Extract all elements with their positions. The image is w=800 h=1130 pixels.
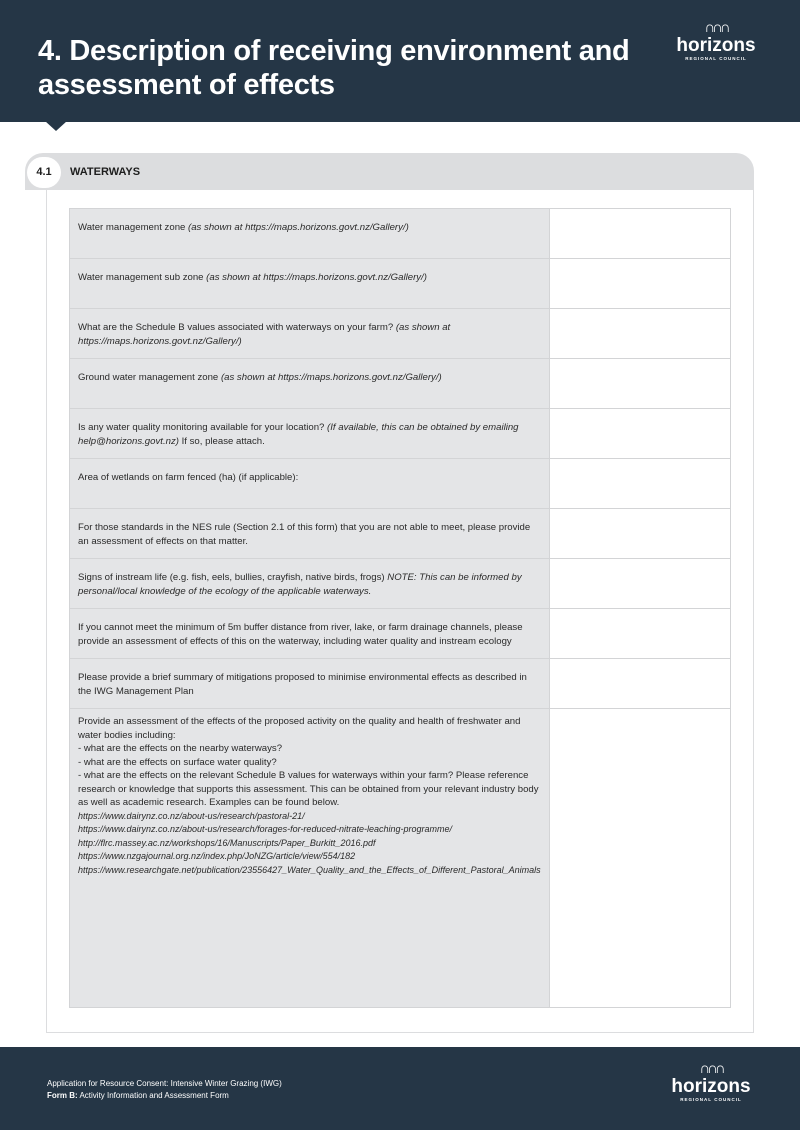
answer-field[interactable] bbox=[549, 359, 730, 409]
answer-field[interactable] bbox=[549, 209, 730, 259]
answer-field[interactable] bbox=[549, 559, 730, 609]
footer-form-name: Activity Information and Assessment Form bbox=[77, 1091, 229, 1100]
question-text: What are the Schedule B values associated with waterways on your farm? bbox=[78, 322, 396, 333]
table-row bbox=[70, 259, 731, 309]
answer-field[interactable] bbox=[549, 509, 730, 559]
footer-form-label: Form B: bbox=[47, 1091, 78, 1100]
table-row bbox=[70, 209, 731, 259]
question-text: For those standards in the NES rule (Section 2.1 of this form) that you are not able to meet, please provide an assessment of effects on that matter. bbox=[78, 522, 531, 547]
answer-field[interactable] bbox=[549, 659, 730, 709]
question-label bbox=[70, 359, 550, 409]
table-row bbox=[70, 309, 731, 359]
table-row bbox=[70, 659, 731, 709]
footer-line2 bbox=[47, 1090, 282, 1102]
table-row bbox=[70, 559, 731, 609]
answer-field[interactable] bbox=[549, 709, 730, 1008]
reference-link[interactable]: https://www.dairynz.co.nz/about-us/research/pastoral-21/ bbox=[78, 810, 305, 821]
header-pointer bbox=[45, 121, 67, 131]
horizons-logo: ∩∩∩ horizons REGIONAL COUNCIL bbox=[676, 19, 756, 61]
question-text: Is any water quality monitoring available for your location? bbox=[78, 422, 328, 433]
logo-wave-icon: ∩∩∩ bbox=[704, 19, 728, 36]
table-row bbox=[70, 459, 731, 509]
question-label bbox=[70, 709, 550, 1008]
question-text: Provide an assessment of the effects of the proposed activity on the quality and health of freshwater and water bodies including: bbox=[78, 716, 521, 741]
question-text: Water management sub zone bbox=[78, 272, 207, 283]
question-label bbox=[70, 409, 550, 459]
page-header bbox=[0, 0, 800, 122]
question-label bbox=[70, 659, 550, 709]
answer-field[interactable] bbox=[549, 259, 730, 309]
question-label bbox=[70, 559, 550, 609]
question-text: Water management zone bbox=[78, 222, 189, 233]
question-label bbox=[70, 609, 550, 659]
question-text: - what are the effects on the relevant Schedule B values for waterways within your farm? Please reference research or knowledge that supports this assessment. This can be obtained from your relevant industry body as well as academic research. Examples can be found below. bbox=[78, 770, 539, 808]
table-row bbox=[70, 709, 731, 1008]
horizons-footer-logo: ∩∩∩ horizons REGIONAL COUNCIL bbox=[664, 1061, 758, 1102]
section-number: 4.1 bbox=[27, 157, 61, 188]
answer-field[interactable] bbox=[549, 609, 730, 659]
answer-field[interactable] bbox=[549, 459, 730, 509]
question-label bbox=[70, 509, 550, 559]
question-text: (as shown at https://maps.horizons.govt.nz/Gallery/) bbox=[78, 322, 451, 347]
table-row bbox=[70, 509, 731, 559]
waterways-form-table bbox=[69, 208, 731, 1008]
question-label bbox=[70, 209, 550, 259]
question-text: - what are the effects on the nearby waterways? bbox=[78, 743, 283, 754]
question-text: Area of wetlands on farm fenced (ha) (if applicable): bbox=[78, 472, 299, 483]
question-text: Ground water management zone bbox=[78, 372, 221, 383]
question-text: Signs of instream life (e.g. fish, eels, bullies, crayfish, native birds, frogs) bbox=[78, 572, 388, 583]
answer-field[interactable] bbox=[549, 309, 730, 359]
question-label bbox=[70, 259, 550, 309]
question-text: (as shown at https://maps.horizons.govt.nz/Gallery/) bbox=[206, 272, 427, 283]
page-title: 4. Description of receiving environment and assessment of effects bbox=[38, 35, 630, 101]
logo-wave-icon: ∩∩∩ bbox=[699, 1060, 723, 1077]
question-text: If so, please attach. bbox=[178, 435, 265, 447]
reference-link[interactable]: https://www.researchgate.net/publication/23556427_Water_Quality_and_the_Effects_of_Different_Pastoral_Animals bbox=[78, 864, 541, 875]
question-text: - what are the effects on surface water quality? bbox=[78, 756, 277, 768]
reference-link[interactable]: https://www.nzgajournal.org.nz/index.php/JoNZG/article/view/554/182 bbox=[78, 851, 356, 861]
question-text: (as shown at https://maps.horizons.govt.nz/Gallery/) bbox=[188, 222, 409, 233]
question-text: (as shown at https://maps.horizons.govt.nz/Gallery/) bbox=[220, 372, 442, 383]
section-title: WATERWAYS bbox=[70, 166, 141, 178]
table-row bbox=[70, 409, 731, 459]
reference-link[interactable]: http://flrc.massey.ac.nz/workshops/16/Manuscripts/Paper_Burkitt_2016.pdf bbox=[78, 837, 376, 848]
question-text: NOTE: This can be informed by personal/local knowledge of the ecology of the applicable waterways. bbox=[78, 572, 522, 597]
question-text: Please provide a brief summary of mitigations proposed to minimise environmental effects as described in the IWG Management Plan bbox=[78, 672, 527, 697]
table-row bbox=[70, 359, 731, 409]
question-label bbox=[70, 459, 550, 509]
footer-line1: Application for Resource Consent: Intensive Winter Grazing (IWG) bbox=[47, 1079, 282, 1088]
reference-link[interactable]: https://www.dairynz.co.nz/about-us/research/forages-for-reduced-nitrate-leaching-programme/ bbox=[78, 824, 453, 834]
answer-field[interactable] bbox=[549, 409, 730, 459]
question-label bbox=[70, 309, 550, 359]
table-row bbox=[70, 609, 731, 659]
question-text: If you cannot meet the minimum of 5m buffer distance from river, lake, or farm drainage channels, please provide an assessment of effects of this on the waterway, including water quality and instream ecology bbox=[78, 622, 523, 647]
question-text: (If available, this can be obtained by emailing help@horizons.govt.nz) bbox=[78, 422, 519, 447]
footer-text bbox=[47, 1078, 282, 1102]
